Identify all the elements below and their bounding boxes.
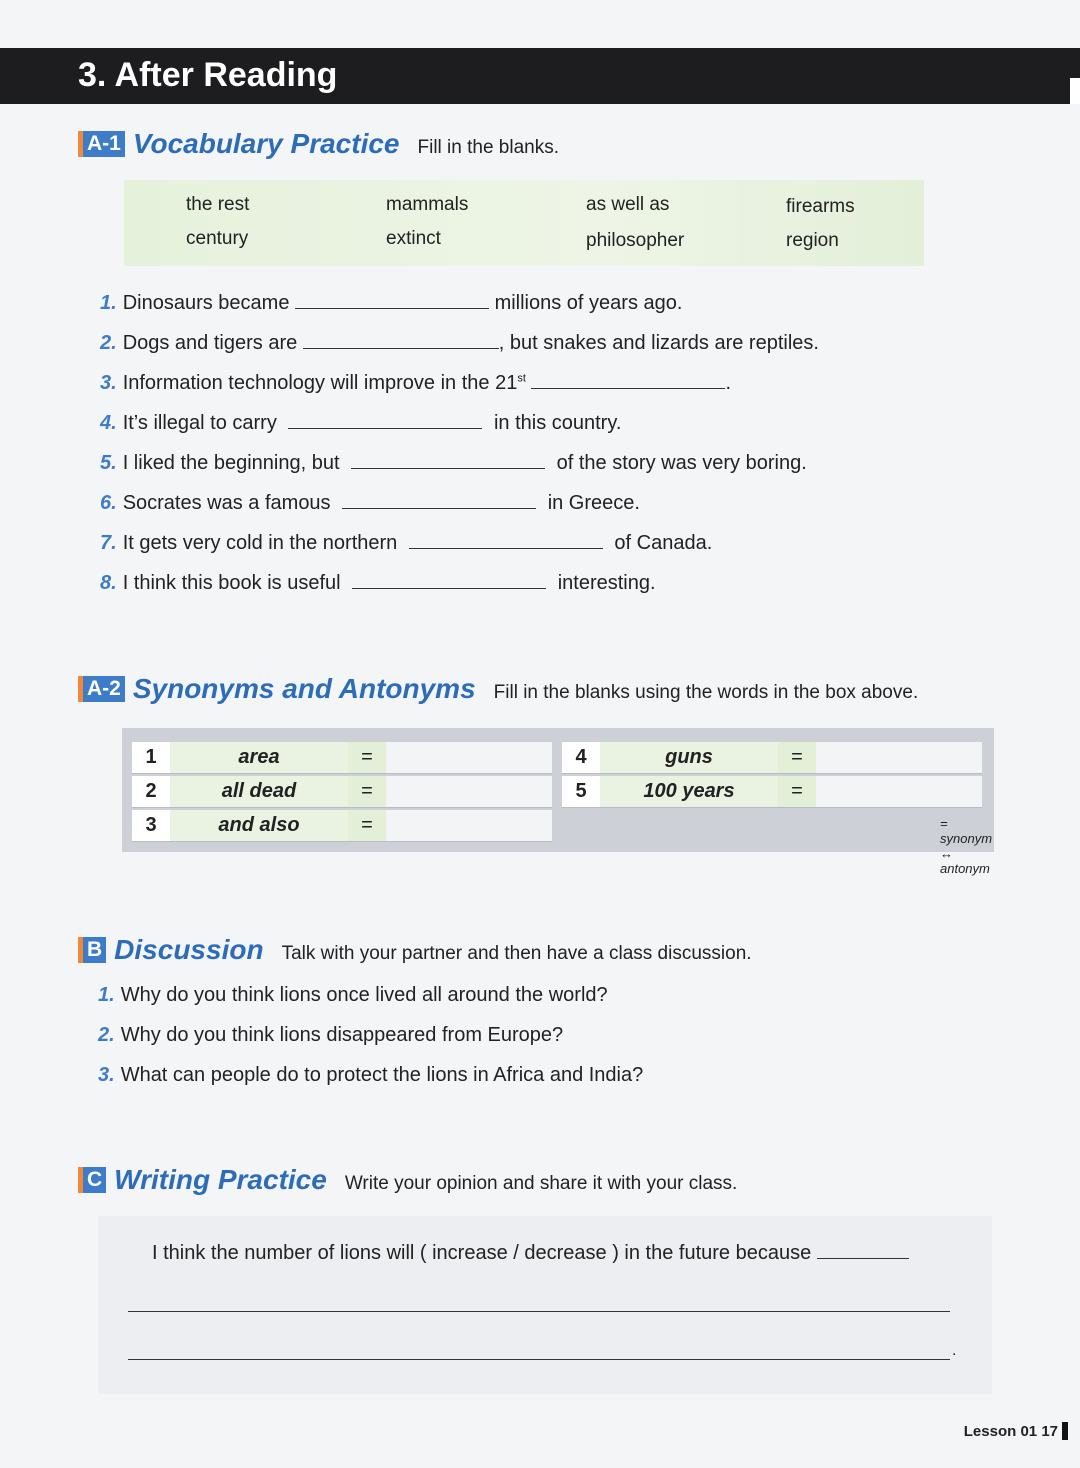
discussion-question-1 bbox=[98, 984, 608, 1007]
synonym-row bbox=[132, 742, 552, 776]
row-word: and also bbox=[170, 810, 348, 842]
question-number: 1. bbox=[98, 984, 115, 1006]
question-number: 3. bbox=[98, 1064, 115, 1086]
word-item: as well as bbox=[586, 194, 670, 215]
question-number: 5. bbox=[100, 452, 117, 474]
page-number: 17 bbox=[1041, 1422, 1058, 1440]
question-text-after: . bbox=[725, 372, 732, 394]
question-text-after: of Canada. bbox=[614, 532, 713, 554]
word-box bbox=[124, 180, 924, 266]
row-relation: = bbox=[348, 810, 386, 842]
question-number: 6. bbox=[100, 492, 117, 514]
word-item: the rest bbox=[186, 194, 250, 215]
row-answer-blank[interactable] bbox=[386, 776, 552, 808]
synonym-row bbox=[562, 776, 982, 810]
b-title: Discussion bbox=[114, 934, 264, 965]
a1-badge: A-1 bbox=[78, 131, 125, 157]
question-text: I liked the beginning, but bbox=[122, 452, 340, 474]
discussion-question-2 bbox=[98, 1024, 563, 1047]
question-text-after: millions of years ago. bbox=[494, 292, 683, 314]
word-item: mammals bbox=[386, 194, 469, 215]
vocab-question-5 bbox=[100, 452, 807, 475]
row-word: 100 years bbox=[600, 776, 778, 808]
vocab-question-3 bbox=[100, 372, 731, 395]
c-heading bbox=[78, 1164, 737, 1196]
answer-blank[interactable] bbox=[303, 347, 499, 349]
question-number: 3. bbox=[100, 372, 117, 394]
banner-edge bbox=[1070, 78, 1080, 104]
answer-blank[interactable] bbox=[817, 1257, 909, 1259]
synonym-row bbox=[132, 776, 552, 810]
question-text: It gets very cold in the northern bbox=[122, 532, 398, 554]
a2-badge: A-2 bbox=[78, 676, 125, 702]
vocab-question-8 bbox=[100, 572, 656, 595]
writing-line[interactable] bbox=[128, 1310, 950, 1312]
synonym-legend: = synonym ↔ antonym bbox=[940, 816, 993, 876]
question-text: Why do you think lions once lived all around the world? bbox=[120, 984, 608, 1006]
question-text-after: interesting. bbox=[557, 572, 656, 594]
question-number: 2. bbox=[98, 1024, 115, 1046]
writing-box bbox=[98, 1216, 992, 1394]
question-text: Dinosaurs became bbox=[122, 292, 290, 314]
question-text-after: in Greece. bbox=[547, 492, 640, 514]
row-word: all dead bbox=[170, 776, 348, 808]
a1-instruction: Fill in the blanks. bbox=[417, 137, 560, 158]
word-item: century bbox=[186, 228, 249, 249]
row-answer-blank[interactable] bbox=[386, 742, 552, 774]
b-heading bbox=[78, 934, 752, 966]
question-number: 1. bbox=[100, 292, 117, 314]
row-relation: = bbox=[348, 742, 386, 774]
word-item: philosopher bbox=[586, 230, 685, 251]
a1-title: Vocabulary Practice bbox=[132, 128, 400, 159]
question-text-after: of the story was very boring. bbox=[556, 452, 807, 474]
synonym-row bbox=[132, 810, 552, 844]
synonym-table bbox=[122, 728, 994, 876]
question-number: 2. bbox=[100, 332, 117, 354]
row-relation: = bbox=[778, 742, 816, 774]
a2-instruction: Fill in the blanks using the words in the box above. bbox=[493, 682, 919, 703]
b-instruction: Talk with your partner and then have a class discussion. bbox=[281, 943, 752, 964]
c-instruction: Write your opinion and share it with your class. bbox=[344, 1173, 738, 1194]
question-text-after: in this country. bbox=[493, 412, 622, 434]
writing-prompt bbox=[152, 1242, 909, 1265]
row-answer-blank[interactable] bbox=[816, 742, 982, 774]
footer-bar bbox=[1062, 1422, 1068, 1440]
banner-title: 3. After Reading bbox=[78, 56, 338, 94]
row-word: guns bbox=[600, 742, 778, 774]
answer-blank[interactable] bbox=[351, 467, 545, 469]
answer-blank[interactable] bbox=[342, 507, 536, 509]
discussion-question-3 bbox=[98, 1064, 643, 1087]
answer-blank[interactable] bbox=[352, 587, 546, 589]
answer-blank[interactable] bbox=[295, 307, 489, 309]
row-answer-blank[interactable] bbox=[386, 810, 552, 842]
row-number: 1 bbox=[132, 742, 170, 774]
vocab-question-2 bbox=[100, 332, 819, 355]
a2-heading bbox=[78, 673, 918, 705]
answer-blank[interactable] bbox=[531, 387, 725, 389]
answer-blank[interactable] bbox=[288, 427, 482, 429]
word-item: extinct bbox=[386, 228, 441, 249]
row-number: 2 bbox=[132, 776, 170, 808]
question-text: Why do you think lions disappeared from Europe? bbox=[120, 1024, 564, 1046]
writing-prompt-text: I think the number of lions will ( increase / decrease ) in the future because bbox=[152, 1242, 812, 1264]
ordinal-suffix: st bbox=[517, 372, 526, 385]
vocab-question-1 bbox=[100, 292, 682, 315]
writing-line[interactable] bbox=[128, 1358, 950, 1360]
word-item: region bbox=[786, 230, 839, 251]
c-title: Writing Practice bbox=[114, 1164, 327, 1195]
vocab-question-6 bbox=[100, 492, 640, 515]
question-text: Dogs and tigers are bbox=[122, 332, 298, 354]
row-relation: = bbox=[778, 776, 816, 808]
row-answer-blank[interactable] bbox=[816, 776, 982, 808]
vocab-question-4 bbox=[100, 412, 621, 435]
word-item: firearms bbox=[786, 196, 855, 217]
c-badge: C bbox=[78, 1167, 106, 1193]
synonym-row bbox=[562, 742, 982, 776]
lesson-label: Lesson 01 bbox=[963, 1422, 1038, 1440]
question-text: Socrates was a famous bbox=[122, 492, 331, 514]
question-text: It’s illegal to carry bbox=[122, 412, 277, 434]
a2-title: Synonyms and Antonyms bbox=[132, 673, 476, 704]
row-number: 4 bbox=[562, 742, 600, 774]
question-number: 4. bbox=[100, 412, 117, 434]
a1-heading bbox=[78, 128, 559, 160]
row-word: area bbox=[170, 742, 348, 774]
vocab-question-7 bbox=[100, 532, 712, 555]
question-number: 7. bbox=[100, 532, 117, 554]
row-number: 5 bbox=[562, 776, 600, 808]
writing-end-mark: . bbox=[952, 1342, 957, 1359]
question-text: Information technology will improve in the 21 bbox=[122, 372, 518, 394]
question-text: I think this book is useful bbox=[122, 572, 341, 594]
page-footer bbox=[964, 1422, 1068, 1440]
question-text: What can people do to protect the lions in Africa and India? bbox=[120, 1064, 644, 1086]
answer-blank[interactable] bbox=[409, 547, 603, 549]
row-number: 3 bbox=[132, 810, 170, 842]
row-relation: = bbox=[348, 776, 386, 808]
b-badge: B bbox=[78, 937, 106, 963]
question-text-after: , but snakes and lizards are reptiles. bbox=[498, 332, 819, 354]
section-banner bbox=[0, 48, 1080, 104]
question-number: 8. bbox=[100, 572, 117, 594]
